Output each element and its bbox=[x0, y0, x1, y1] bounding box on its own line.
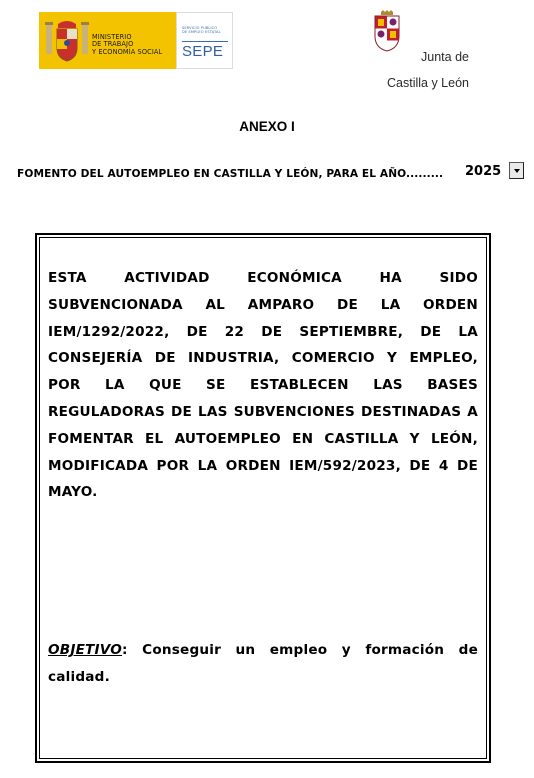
spain-coat-of-arms-icon bbox=[45, 18, 89, 64]
sepe-logo bbox=[176, 12, 233, 69]
subtitle-text: FOMENTO DEL AUTOEMPLEO EN CASTILLA Y LEÓN, PARA EL AÑO......... bbox=[17, 168, 444, 180]
objetivo-text: : Conseguir un empleo y formación de calidad. bbox=[48, 642, 478, 685]
sepe-logo-subtext: SERVICIO PÚBLICO DE EMPLEO ESTATAL bbox=[182, 26, 221, 35]
chevron-down-icon bbox=[514, 169, 520, 173]
annex-title: ANEXO I bbox=[239, 119, 295, 134]
ministerio-logo bbox=[39, 12, 176, 69]
subsidy-statement: ESTA ACTIVIDAD ECONÓMICA HA SIDO SUBVENCIONADA AL AMPARO DE LA ORDEN IEM/1292/2022, DE 22 DE SEPTIEMBRE, DE LA CONSEJERÍA DE INDUSTRIA, COMERCIO Y EMPLEO, POR LA QUE SE ESTABLECEN LAS BASES REGULADORAS DE LAS SUBVENCIONES DESTINADAS A FOMENTAR EL AUTOEMPLEO EN CASTILLA Y LEÓN, MODIFICADA POR LA ORDEN IEM/592/2023, DE 4 DE MAYO. bbox=[48, 270, 478, 501]
year-select-value: 2025 bbox=[465, 164, 502, 179]
sepe-logo-divider bbox=[182, 41, 228, 42]
ministerio-logo-text: MINISTERIO DE TRABAJO Y ECONOMÍA SOCIAL bbox=[92, 33, 163, 56]
sepe-logo-acronym: SEPE bbox=[182, 43, 224, 60]
objetivo-paragraph bbox=[48, 637, 478, 691]
junta-logo-text bbox=[369, 38, 469, 103]
year-dropdown-button[interactable] bbox=[509, 162, 524, 179]
junta-castilla-leon-logo bbox=[369, 10, 469, 90]
junta-logo-line2: Castilla y León bbox=[387, 76, 469, 90]
junta-logo-line1: Junta de bbox=[421, 50, 469, 64]
objetivo-label: OBJETIVO bbox=[48, 642, 123, 658]
